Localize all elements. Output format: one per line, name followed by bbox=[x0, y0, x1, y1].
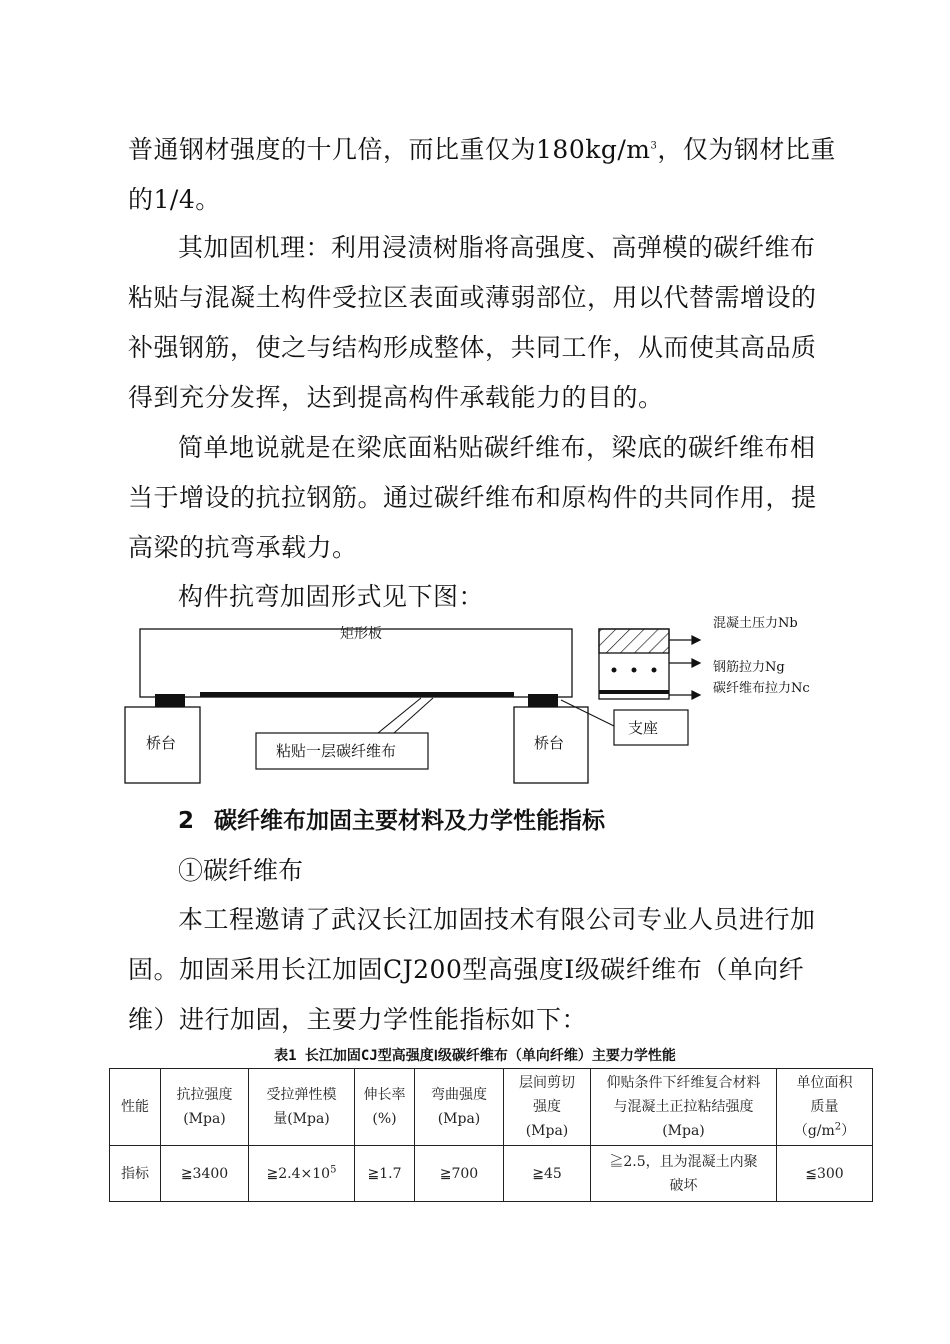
paragraph-summary bbox=[128, 423, 828, 573]
text-line: 固。加固采用长江加固CJ200型高强度Ⅰ级碳纤维布（单向纤 bbox=[128, 955, 805, 984]
table-header-cell: 性能 bbox=[110, 1069, 161, 1146]
text-line: 当于增设的抗拉钢筋。通过碳纤维布和原构件的共同作用，提 bbox=[128, 483, 817, 512]
table-cell: $≧2.4\times 10^5$ bbox=[249, 1146, 355, 1202]
table-cell: ≧700 bbox=[415, 1146, 504, 1202]
table-header-cell: 抗拉强度 (Mpa) bbox=[161, 1069, 249, 1146]
text-line: 本工程邀请了武汉长江加固技术有限公司专业人员进行加 bbox=[178, 905, 816, 934]
abutment-right-label: 桥台 bbox=[534, 734, 565, 752]
text-line: 构件抗弯加固形式见下图： bbox=[178, 582, 485, 611]
paragraph-mechanism bbox=[128, 223, 828, 423]
table-cell: ≧1.7 bbox=[355, 1146, 415, 1202]
subsection-heading: ①碳纤维布 bbox=[178, 856, 304, 885]
section-heading bbox=[178, 800, 605, 842]
table-header-cell: 弯曲强度 (Mpa) bbox=[415, 1069, 504, 1146]
force-nb-label: 混凝土压力Nb bbox=[713, 616, 798, 631]
text-line: 高梁的抗弯承载力。 bbox=[128, 533, 358, 562]
table-header-cell: 受拉弹性模 量(Mpa) bbox=[249, 1069, 355, 1146]
text-line: 得到充分发挥，达到提高构件承载能力的目的。 bbox=[128, 383, 664, 412]
bearing-left bbox=[155, 694, 185, 707]
text-line: 普通钢材强度的十几倍，而比重仅为$180kg/m^3$，仅为钢材比重 bbox=[128, 135, 836, 164]
table-row bbox=[110, 1146, 873, 1202]
paragraph-intro bbox=[128, 125, 836, 225]
force-nc-label: 碳纤维布拉力Nc bbox=[713, 681, 810, 696]
table-header-cell: 仰贴条件下纤维复合材料 与混凝土正拉粘结强度 (Mpa) bbox=[591, 1069, 777, 1146]
table-cell: ≧2.5，且为混凝土内聚 破坏 bbox=[591, 1146, 777, 1202]
table-cell: ≦300 bbox=[777, 1146, 873, 1202]
cfrp-callout-label: 粘贴一层碳纤维布 bbox=[276, 742, 397, 760]
bearing-right bbox=[528, 694, 558, 707]
table-cell: ≧45 bbox=[504, 1146, 591, 1202]
text-line: 的1/4。 bbox=[128, 185, 221, 214]
table-header-cell: 单位面积 质量 $(g/m^2)$ bbox=[777, 1069, 873, 1146]
section-title: 碳纤维布加固主要材料及力学性能指标 bbox=[214, 808, 606, 834]
section-number: 2 bbox=[178, 808, 195, 834]
text-line: 补强钢筋，使之与结构形成整体，共同工作，从而使其高品质 bbox=[128, 333, 817, 362]
table-caption: 表1 长江加固CJ型高强度Ⅰ级碳纤维布（单向纤维）主要力学性能 bbox=[274, 1048, 676, 1064]
text-line: 维）进行加固，主要力学性能指标如下： bbox=[128, 1005, 588, 1034]
properties-table bbox=[109, 1068, 873, 1202]
abutment-left-label: 桥台 bbox=[146, 734, 177, 752]
table-header-cell: 伸长率 (%) bbox=[355, 1069, 415, 1146]
text-line: 粘贴与混凝土构件受拉区表面或薄弱部位，用以代替需增设的 bbox=[128, 283, 817, 312]
table-header-row bbox=[110, 1069, 873, 1146]
reinforcement-diagram bbox=[0, 615, 950, 790]
cfrp-sheet bbox=[200, 692, 514, 697]
table-cell: ≧3400 bbox=[161, 1146, 249, 1202]
text-line: 简单地说就是在梁底面粘贴碳纤维布，梁底的碳纤维布相 bbox=[178, 433, 816, 462]
cross-section bbox=[599, 629, 669, 699]
text-line: 其加固机理：利用浸渍树脂将高强度、高弹模的碳纤维布 bbox=[178, 233, 816, 262]
force-arrows bbox=[669, 636, 700, 699]
support-callout-label: 支座 bbox=[628, 719, 659, 737]
paragraph-project bbox=[128, 895, 828, 1045]
table-header-cell: 层间剪切 强度 (Mpa) bbox=[504, 1069, 591, 1146]
force-ng-label: 钢筋拉力Ng bbox=[713, 660, 785, 675]
table-cell: 指标 bbox=[110, 1146, 161, 1202]
slab-label: 矩形板 bbox=[340, 626, 382, 642]
